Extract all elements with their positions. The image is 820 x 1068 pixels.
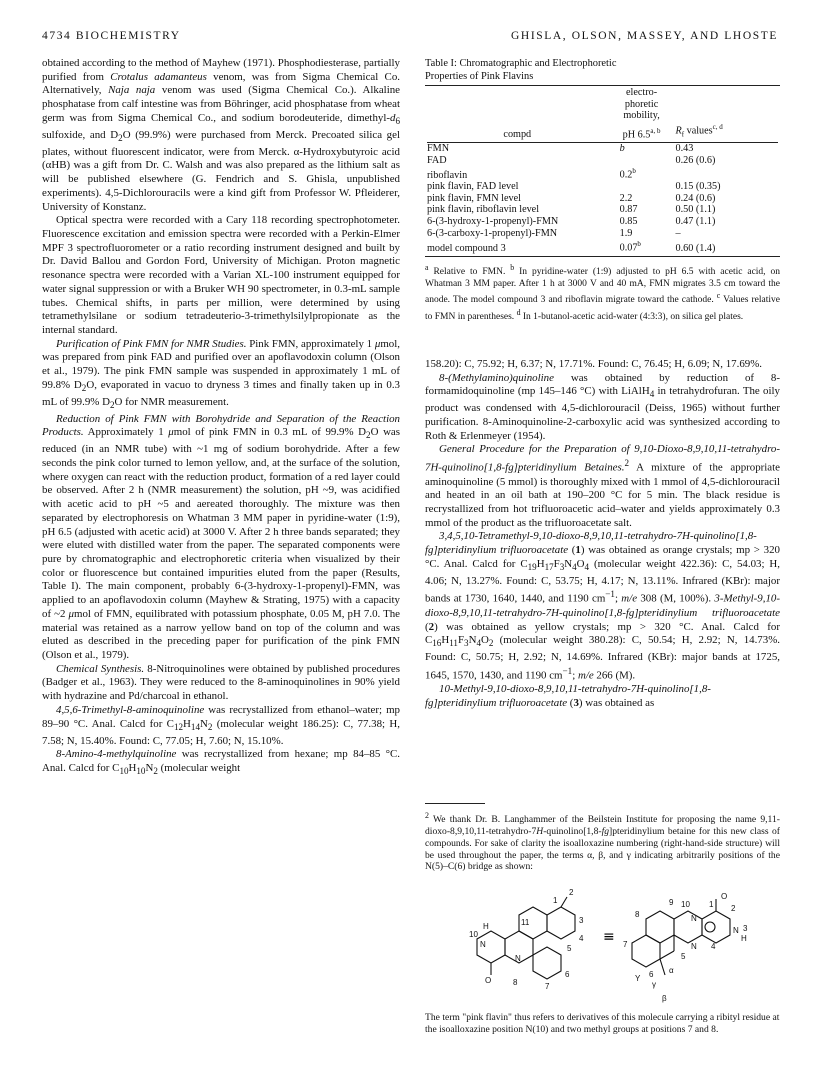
struct-label: O: [485, 976, 492, 985]
cell-mobility: b: [619, 142, 625, 154]
struct-label: β: [662, 994, 667, 1003]
struct-label: 4: [711, 942, 716, 951]
cell-compd: 6-(3-carboxy-1-propenyl)-FMN: [427, 227, 558, 239]
struct-label: N: [691, 914, 697, 923]
header-mobility-1: electro-: [625, 87, 658, 99]
left-column-paragraph: Reduction of Pink FMN with Borohydride and Separation of the Reaction Products. Approximately 1 μmol of pink FMN in 0.3 mL of 99.9% $D_2O$ was reduced (in an NMR tube) with ~1 mg of sodium borohydride. After a few seconds the pink color turned to lemon yellow, and, at the surface of the solution, where oxygen can react with the reduction product, formation of a red layer could be observed. After 2 h (NMR measurement) the solution, pH ~9, was acidified with acetic acid to pH ~5 and aereated thoroughly. The mixture was then separated by electrophoresis on Whatman 3 MM paper in pyridine-water (1:9), pH 6.5 (adjusted with acetic acid) at 3000 V. After 2 h three bands separated; they were eluted with distilled water from the paper. The separated components were pure by chromatographic and electrophoretic criteria when visualized by their color or fluorescence but contained impurities eluted from the paper (Results, Table I). The main component, probably 6-(3-hydroxy-1-propenyl)-FMN, was applied to an apoflavodoxin column (Mayhew & Strating, 1975) with a capacity of ~2 μmol of FMN, equilibrated with potassium phosphate, 0.05 M, pH 7.0. The material was retained as a narrow yellow band on top of the column and was eluted as described in the preceding paper for purification of the pink FMN (Olson et al., 1979).: [42, 412, 401, 662]
cell-compd: FAD: [427, 154, 447, 166]
cell-compd: FMN: [427, 142, 450, 154]
cell-rf: 0.50 (1.1): [675, 204, 716, 216]
struct-label: 6: [565, 970, 570, 979]
cell-compd: pink flavin, FAD level: [427, 181, 519, 193]
cell-mobility: 0.07$^b$: [619, 240, 641, 254]
table-bottom-rule: [425, 256, 780, 257]
header-compd: compd: [503, 129, 532, 141]
cell-mobility: 2.2: [619, 192, 633, 204]
table-row: [425, 166, 780, 181]
struct-label: 2: [731, 904, 736, 913]
header-rf: $R_f$ values$^{c, d}$: [675, 122, 723, 139]
struct-label: 3: [579, 916, 584, 925]
table-1: [425, 58, 780, 324]
header-mobility-4: pH 6.5$^{a, b}$: [622, 127, 661, 141]
structure-diagram: [455, 885, 755, 1010]
table-row: [425, 228, 780, 240]
table-row: [425, 204, 780, 216]
struct-label: 6: [649, 970, 654, 979]
footnote-rule: [425, 803, 485, 804]
table-row: [425, 193, 780, 205]
cell-rf: 0.15 (0.35): [675, 181, 721, 193]
header-mobility-2: phoretic: [624, 98, 659, 110]
table-top-rule: [425, 85, 780, 86]
table-footnotes: $^a$ Relative to FMN. $^b$ In pyridine-water (1:9) adjusted to pH 6.5 with acetic acid, on Whatman 3 MM paper. After 1 h at 3000 V and 40 mA, FMN migrates 3.5 cm toward the anode. The model compound 3 and riboflavin migrate toward the cathode. $^c$ Values relative to FMN in parentheses. $^d$ In 1-butanol-acetic acid-water (4:3:3), on silica gel plates.: [425, 263, 780, 323]
struct-label: 5: [567, 944, 572, 953]
cell-mobility: [610, 181, 674, 193]
struct-label: O: [721, 892, 728, 901]
struct-label: H: [483, 922, 489, 931]
cell-compd: 6-(3-hydroxy-1-propenyl)-FMN: [427, 215, 559, 227]
table-title-line-1: Table I: Chromatographic and Electrophoretic: [425, 58, 617, 69]
table-row: [425, 239, 780, 254]
right-column-paragraph: 158.20): C, 75.92; H, 6.37; N, 17.71%. Found: C, 76.45; H, 6.09; N, 17.69%.: [425, 358, 763, 370]
struct-label: H: [741, 934, 747, 943]
left-column-paragraph: 8-Amino-4-methylquinoline was recrystallized from hexane; mp 84–85 °C. Anal. Calcd for $C_{10}H_{10}N_2$ (molecular weight: [42, 748, 400, 777]
struct-label: 10: [681, 900, 690, 909]
left-column-paragraph: Purification of Pink FMN for NMR Studies. Pink FMN, approximately 1 μmol, was prepared from pink FAD and purified over an apoflavodoxin column (Olson et al., 1979). The pink FMN sample was suspended in approximately 1 mL of 99.8% $D_2O$, evaporated in vacuo to dryness 3 times and finally taken up in 0.3 mL of 99.9% $D_2O$ for NMR measurement.: [42, 337, 400, 410]
struct-label: 8: [513, 978, 518, 987]
struct-label: 3: [743, 924, 748, 933]
left-column-paragraph: 4,5,6-Trimethyl-8-aminoquinoline was recrystallized from ethanol–water; mp 89–90 °C. Anal. Calcd for $C_{12}H_{14}N_2$ (molecular weight 186.25): C, 77.38; H, 7.58; N, 15.40%. Found: C, 77.05; H, 7.60; N, 15.10%.: [42, 703, 400, 747]
left-column-paragraph: Optical spectra were recorded with a Cary 118 recording spectrophotometer. Fluorescence excitation and emission spectra were recorded with a Perkin-Elmer MPF 3 spectrofluorometer or a ratio recording instrument designed and built by Dr. David Ballou and Gordon Ford, University of Michigan. Proton magnetic resonance spectra were recorded with a Varian XL-100 instrument equipped for water signal suppression or with a Bruker WH 90 spectrometer, in 0.3-mL sample tubes. Chemical shifts, in parts per million, were determined by using tetramethylsilane or sodium tetradeuterio-3-trimethylsilylpropionate as the internal standard.: [42, 214, 400, 336]
cell-mobility: 0.2$^b$: [619, 167, 636, 181]
left-column-paragraph: obtained according to the method of Mayhew (1971). Phosphodiesterase, partially purified from Crotalus adamanteus venom, was from Sigma Chemical Co. Alternatively, Naja naja venom was used (Sigma Chemical Co.). Alkaline phosphatase from calf intestine was from Böhringer, acid phosphatase from wheat germ was from Sigma Chemical Co., and sodium borodeuteride, dimethyl-$d_6$ sulfoxide, and $D_2O$ (99.9%) were purchased from Merck. Precoated silica gel plates, without fluorescent indicator, were from Merck. α-Hydroxybutyroic acid (αHB) was a gift from Dr. C. Walsh and was also prepared as the lithium salt as will be published elsewhere (G. Fendrich and S. Ghisla, unpublished experiments). 4,5-Dichlorouracils were a kind gift from Professor W. Pfleiderer, University of Konstanz.: [42, 57, 400, 213]
table-row: [425, 143, 780, 155]
struct-label: N: [733, 926, 739, 935]
cell-rf: 0.43: [675, 142, 694, 154]
header-mobility-3: mobility,: [623, 110, 660, 122]
struct-label: 7: [545, 982, 550, 991]
cell-mobility: [610, 155, 674, 167]
table-row: [425, 181, 780, 193]
cell-compd: model compound 3: [427, 242, 506, 254]
struct-label: γ: [652, 980, 656, 989]
right-column-paragraph: 8-(Methylamino)quinoline was obtained by reduction of 8-formamidoquinoline (mp 145–146 °C) with LiAlH$_4$ in tetrahydrofuran. The oily product was condensed with 4,5-dichlorouracil (Deiss, 1965) without further purification. 8-Aminoquinoline-2-carboxylic acid was synthesized according to Roth & Erlenmeyer (1954).: [425, 371, 780, 442]
running-header-right: GHISLA, OLSON, MASSEY, AND LHOSTE: [511, 30, 778, 42]
struct-label: N: [480, 940, 486, 949]
struct-label: N: [515, 954, 521, 963]
struct-label: 10: [469, 930, 478, 939]
right-column: [425, 358, 780, 711]
cell-rf: 0.47 (1.1): [675, 215, 716, 227]
right-column-paragraph: General Procedure for the Preparation of 9,10-Dioxo-8,9,10,11-tetrahydro-7H-quinolino[1,8-fg]pteridinylium Betaines.$^2$ A mixture of the appropriate aminoquinoline (5 mmol) is thoroughly mixed with 1 mmol of 4,5-dichlorouracil and heated in an oil bath at 190–200 °C for 5 min. The black residue is recrystallized from hot trifluoroacetic acid–water and yields approximately 0.3 mmol of the product as the trifluoroacetate salt.: [425, 443, 781, 529]
structure-caption: The term "pink flavin" thus refers to derivatives of this molecule carrying a ribityl residue at the isoalloxazine position N(10) and two methyl groups at positions 7 and 8.: [425, 1012, 780, 1035]
footnote-2: $^2$ We thank Dr. B. Langhammer of the Beilstein Institute for proposing the name 9,11-dioxo-8,9,10,11-tetrahydro-7H-quinolino[1,8-fg]pteridinylium betaine for this new class of compounds. For sake of clarity the isoalloxazine numbering (right-hand-side structure) will be used throughout the paper, the terms α, β, and γ indicating arbitrarily positions of the N(5)–C(6) bridge as shown:: [425, 811, 780, 873]
right-column-paragraph: 10-Methyl-9,10-dioxo-8,9,10,11-tetrahydro-7H-quinolino[1,8-fg]pteridinylium trifluoroacetate (3) was obtained as: [425, 683, 711, 709]
struct-label: 4: [579, 934, 584, 943]
equivalence-sign: ≡: [603, 929, 615, 945]
table-grid: [425, 87, 780, 254]
cell-mobility: 1.9: [619, 227, 633, 239]
cell-mobility: 0.87: [619, 204, 638, 216]
cell-rf: 0.24 (0.6): [675, 192, 716, 204]
struct-label: 2: [569, 888, 574, 897]
struct-label: 8: [635, 910, 640, 919]
struct-label: α: [669, 966, 674, 975]
table-row: [425, 155, 780, 167]
running-header-left: 4734 BIOCHEMISTRY: [42, 30, 181, 42]
struct-label: 1: [709, 900, 714, 909]
left-column-paragraph: Chemical Synthesis. 8-Nitroquinolines were obtained by published procedures (Badger et al., 1963). They were reduced to the 8-aminoquinolines in 90% yield with hydrazine and Pd/charcoal in ethanol.: [42, 662, 400, 703]
cell-compd: pink flavin, riboflavin level: [427, 204, 540, 216]
cell-compd: pink flavin, FMN level: [427, 192, 521, 204]
cell-mobility: 0.85: [619, 215, 638, 227]
cell-compd: riboflavin: [427, 169, 468, 181]
cell-rf: [673, 166, 780, 181]
cell-rf: 0.26 (0.6): [675, 154, 716, 166]
table-row: [425, 216, 780, 228]
struct-label: 9: [669, 898, 674, 907]
left-column: [42, 57, 400, 779]
struct-label: 11: [521, 918, 530, 927]
struct-label: 7: [623, 940, 628, 949]
struct-label: 5: [681, 952, 686, 961]
table-title-line-2: Properties of Pink Flavins: [425, 70, 534, 82]
cell-rf: 0.60 (1.4): [675, 242, 716, 254]
cell-rf: –: [675, 227, 681, 239]
struct-label: N: [691, 942, 697, 951]
struct-label: 1: [553, 896, 558, 905]
struct-label: Y: [635, 974, 641, 983]
right-column-paragraph: 3,4,5,10-Tetramethyl-9,10-dioxo-8,9,10,11-tetrahydro-7H-quinolino[1,8-fg]pteridinylium trifluoroacetate (1) was obtained as orange crystals; mp > 320 °C. Anal. Calcd for $C_{19}H_{17}F_3N_4O_4$ (molecular weight 422.36): C, 54.03; H, 4.06; N, 13.27%. Found: C, 53.75; H, 4.17; N, 13.11%. Infrared (KBr): major bands at 1730, 1640, 1440, and 1190 $cm^{-1}$; m/e 308 (M, 100%). 3-Methyl-9,10-dioxo-8,9,10,11-tetrahydro-7H-quinolino[1,8-fg]pteridinylium trifluoroacetate (2) was obtained as yellow crystals; mp > 320 °C. Anal. Calcd for $C_{16}H_{11}F_3N_4O_2$ (molecular weight 380.28): C, 50.54; H, 2.92; N, 14.73%. Found: C, 50.75; H, 2.92; N, 14.69%. Infrared (KBr): major bands at 1725, 1645, 1570, 1430, and 1190 $cm^{-1}$; m/e 266 (M).: [425, 530, 781, 682]
